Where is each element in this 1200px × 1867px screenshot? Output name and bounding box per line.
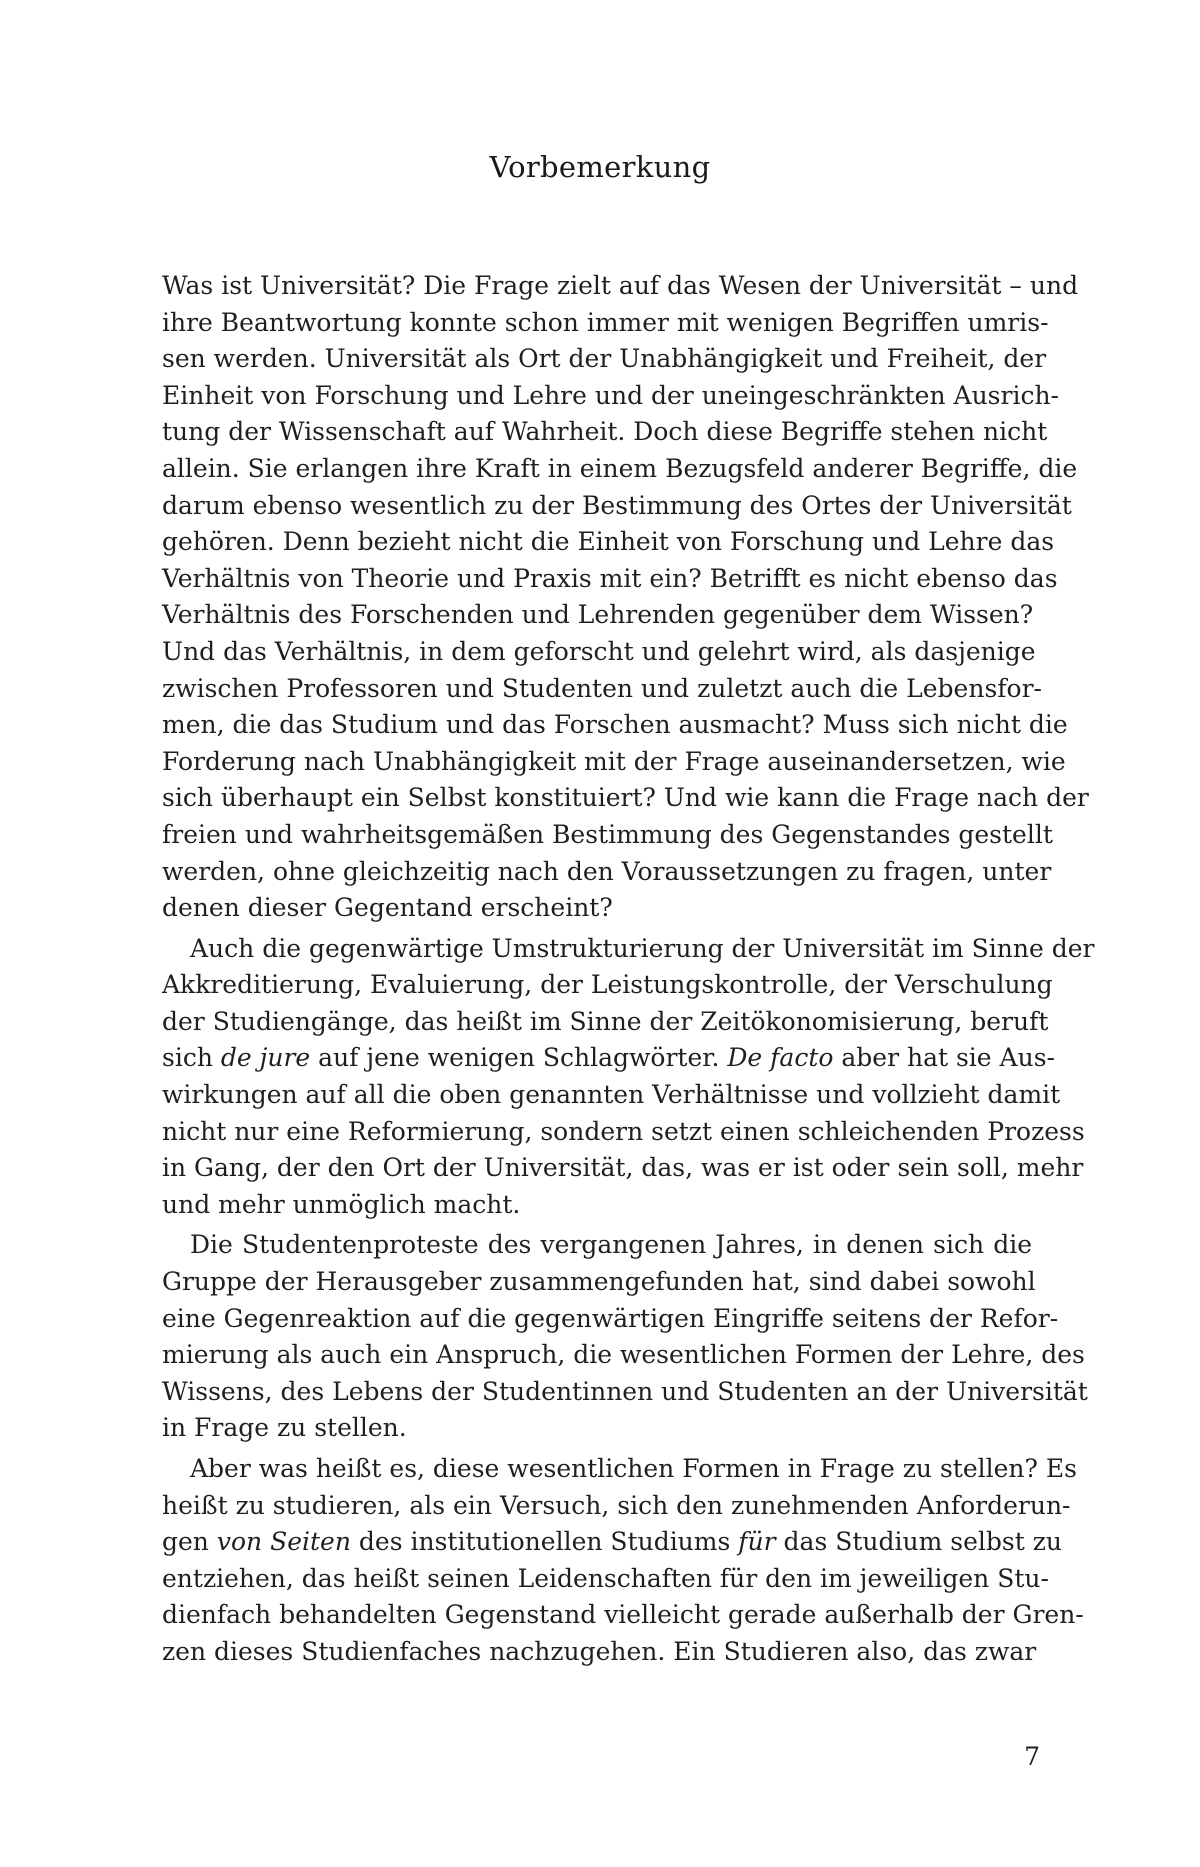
text-line: Die Studentenproteste des vergangenen Jahres, in denen sich die — [190, 1230, 1032, 1260]
text-line: Aber was heißt es, diese wesentlichen Formen in Frage zu stellen? Es — [190, 1454, 1077, 1483]
text-line: und mehr unmöglich macht. — [162, 1189, 521, 1219]
text-line: freien und wahrheitsgemäßen Bestimmung des Gegenstandes gestellt — [162, 819, 1053, 849]
text-line: gehören. Denn bezieht nicht die Einheit von Forschung und Lehre das — [162, 527, 1055, 557]
text-line: Wissens, des Lebens der Studentinnen und Studenten an der Universität — [162, 1376, 1088, 1406]
text-line: heißt zu studieren, als ein Versuch, sich den zunehmenden Anforderun- — [162, 1490, 1071, 1520]
text-line: Gruppe der Herausgeber zusammengefunden hat, sind dabei sowohl — [162, 1267, 1036, 1297]
text-line: zen dieses Studienfaches nachzugehen. Ein Studieren also, das zwar — [162, 1636, 1037, 1666]
text-line: darum ebenso wesentlich zu der Bestimmung des Ortes der Universität — [162, 490, 1072, 520]
text-line: mierung als auch ein Anspruch, die wesentlichen Formen der Lehre, des — [162, 1340, 1085, 1370]
text-line: Einheit von Forschung und Lehre und der uneingeschränkten Ausrich- — [162, 380, 1060, 410]
text-line: sich de jure auf jene wenigen Schlagwörter. De facto aber hat sie Aus- — [162, 1043, 1055, 1073]
text-line: sen werden. Universität als Ort der Unabhängigkeit und Freiheit, der — [162, 344, 1047, 374]
text-line: nicht nur eine Reformierung, sondern setzt einen schleichenden Prozess — [162, 1116, 1085, 1146]
text-line: Auch die gegenwärtige Umstrukturierung der Universität im Sinne der — [190, 933, 1095, 963]
text-line: denen dieser Gegentand erscheint? — [162, 893, 613, 923]
text-line: in Frage zu stellen. — [162, 1413, 407, 1443]
text-line: men, die das Studium und das Forschen ausmacht? Muss sich nicht die — [162, 710, 1068, 740]
text-line: allein. Sie erlangen ihre Kraft in einem Bezugsfeld anderer Begriffe, die — [162, 453, 1078, 483]
text-line: dienfach behandelten Gegenstand vielleicht gerade außerhalb der Gren- — [162, 1600, 1084, 1630]
text-line: Akkreditierung, Evaluierung, der Leistungskontrolle, der Verschulung — [162, 970, 1053, 1000]
body-text — [162, 268, 1095, 1671]
page-number: 7 — [1024, 1742, 1040, 1771]
text-line: Was ist Universität? Die Frage zielt auf das Wesen der Universität – und — [162, 271, 1079, 300]
text-line: Und das Verhältnis, in dem geforscht und gelehrt wird, als dasjenige — [162, 636, 1036, 666]
text-line: sich überhaupt ein Selbst konstituiert? Und wie kann die Frage nach der — [162, 783, 1089, 813]
text-line: der Studiengänge, das heißt im Sinne der Zeitökonomisierung, beruft — [162, 1006, 1049, 1036]
text-line: zwischen Professoren und Studenten und zuletzt auch die Lebensfor- — [162, 673, 1042, 703]
text-line: werden, ohne gleichzeitig nach den Voraussetzungen zu fragen, unter — [162, 856, 1052, 886]
text-line: eine Gegenreaktion auf die gegenwärtigen Eingriffe seitens der Refor- — [162, 1303, 1059, 1333]
text-line: entziehen, das heißt seinen Leidenschaften für den im jeweiligen Stu- — [162, 1563, 1049, 1593]
text-line: Forderung nach Unabhängigkeit mit der Frage auseinandersetzen, wie — [162, 746, 1066, 776]
text-line: wirkungen auf all die oben genannten Verhältnisse und vollzieht damit — [162, 1080, 1061, 1110]
text-line: ihre Beantwortung konnte schon immer mit wenigen Begriffen umris- — [162, 307, 1049, 337]
text-line: Verhältnis von Theorie und Praxis mit ein? Betrifft es nicht ebenso das — [162, 563, 1058, 593]
text-line: in Gang, der den Ort der Universität, das, was er ist oder sein soll, mehr — [162, 1153, 1084, 1183]
text-line: Verhältnis des Forschenden und Lehrenden gegenüber dem Wissen? — [162, 600, 1034, 630]
text-line: tung der Wissenschaft auf Wahrheit. Doch diese Begriffe stehen nicht — [162, 417, 1048, 447]
text-line: gen von Seiten des institutionellen Studiums für das Studium selbst zu — [162, 1527, 1062, 1557]
chapter-title: Vorbemerkung — [489, 150, 711, 184]
